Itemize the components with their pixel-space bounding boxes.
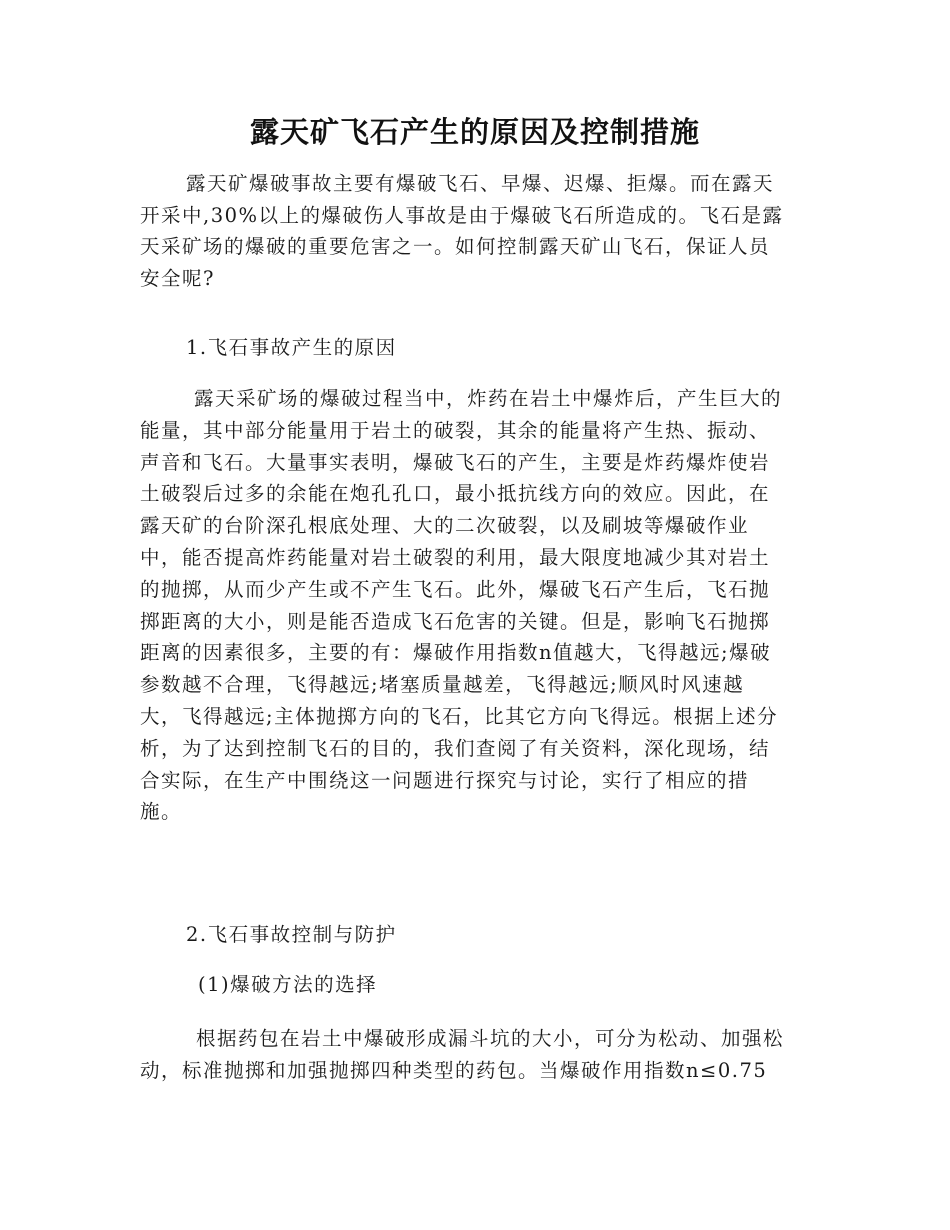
section2-paragraph	[140, 1023, 810, 1086]
intro-paragraph	[140, 168, 810, 294]
paragraph-line: 参数越不合理，飞得越远;堵塞质量越差，飞得越远;顺风时风速越	[140, 673, 745, 697]
section1-paragraph	[140, 383, 810, 828]
paragraph-line: 露天矿爆破事故主要有爆破飞石、早爆、迟爆、拒爆。而在露天	[186, 172, 775, 195]
subsection-heading: (1)爆破方法的选择	[198, 973, 378, 996]
paragraph-line: 大，飞得越远;主体抛掷方向的飞石，比其它方向飞得远。根据上述分	[140, 704, 779, 728]
paragraph-line: 动，标准抛掷和加强抛掷四种类型的药包。当爆破作用指数n≤0.75	[140, 1058, 768, 1082]
paragraph-line: 能量，其中部分能量用于岩土的破裂，其余的能量将产生热、振动、	[140, 418, 771, 442]
paragraph-line: 中，能否提高炸药能量对岩土破裂的利用，最大限度地减少其对岩土	[140, 545, 771, 569]
paragraph-line: 析，为了达到控制飞石的目的，我们查阅了有关资料，深化现场，结	[140, 736, 771, 760]
document-title: 露天矿飞石产生的原因及控制措施	[249, 115, 700, 149]
paragraph-line: 天采矿场的爆破的重要危害之一。如何控制露天矿山飞石，保证人员	[140, 235, 771, 258]
paragraph-line: 开采中,30%以上的爆破伤人事故是由于爆破飞石所造成的。飞石是露	[140, 203, 784, 227]
paragraph-line: 根据药包在岩土中爆破形成漏斗坑的大小，可分为松动、加强松	[196, 1027, 785, 1050]
paragraph-line: 露天采矿场的爆破过程当中，炸药在岩土中爆炸后，产生巨大的	[194, 387, 783, 410]
paragraph-line: 掷距离的大小，则是能否造成飞石危害的关键。但是，影响飞石抛掷	[140, 609, 771, 633]
paragraph-line: 施。	[140, 800, 183, 824]
paragraph-line: 土破裂后过多的余能在炮孔孔口，最小抵抗线方向的效应。因此，在	[140, 482, 771, 506]
paragraph-line: 声音和飞石。大量事实表明，爆破飞石的产生，主要是炸药爆炸使岩	[140, 450, 771, 474]
paragraph-line: 露天矿的台阶深孔根底处理、大的二次破裂，以及刷坡等爆破作业	[140, 514, 750, 538]
paragraph-line: 合实际，在生产中围绕这一问题进行探究与讨论，实行了相应的措	[140, 768, 750, 792]
paragraph-line: 的抛掷，从而少产生或不产生飞石。此外，爆破飞石产生后，飞石抛	[140, 577, 771, 601]
paragraph-line: 安全呢?	[140, 266, 215, 290]
section-heading-1: 1.飞石事故产生的原因	[186, 336, 397, 359]
section-heading-2: 2.飞石事故控制与防护	[186, 923, 397, 946]
paragraph-line: 距离的因素很多，主要的有：爆破作用指数n值越大，飞得越远;爆破	[140, 641, 772, 665]
